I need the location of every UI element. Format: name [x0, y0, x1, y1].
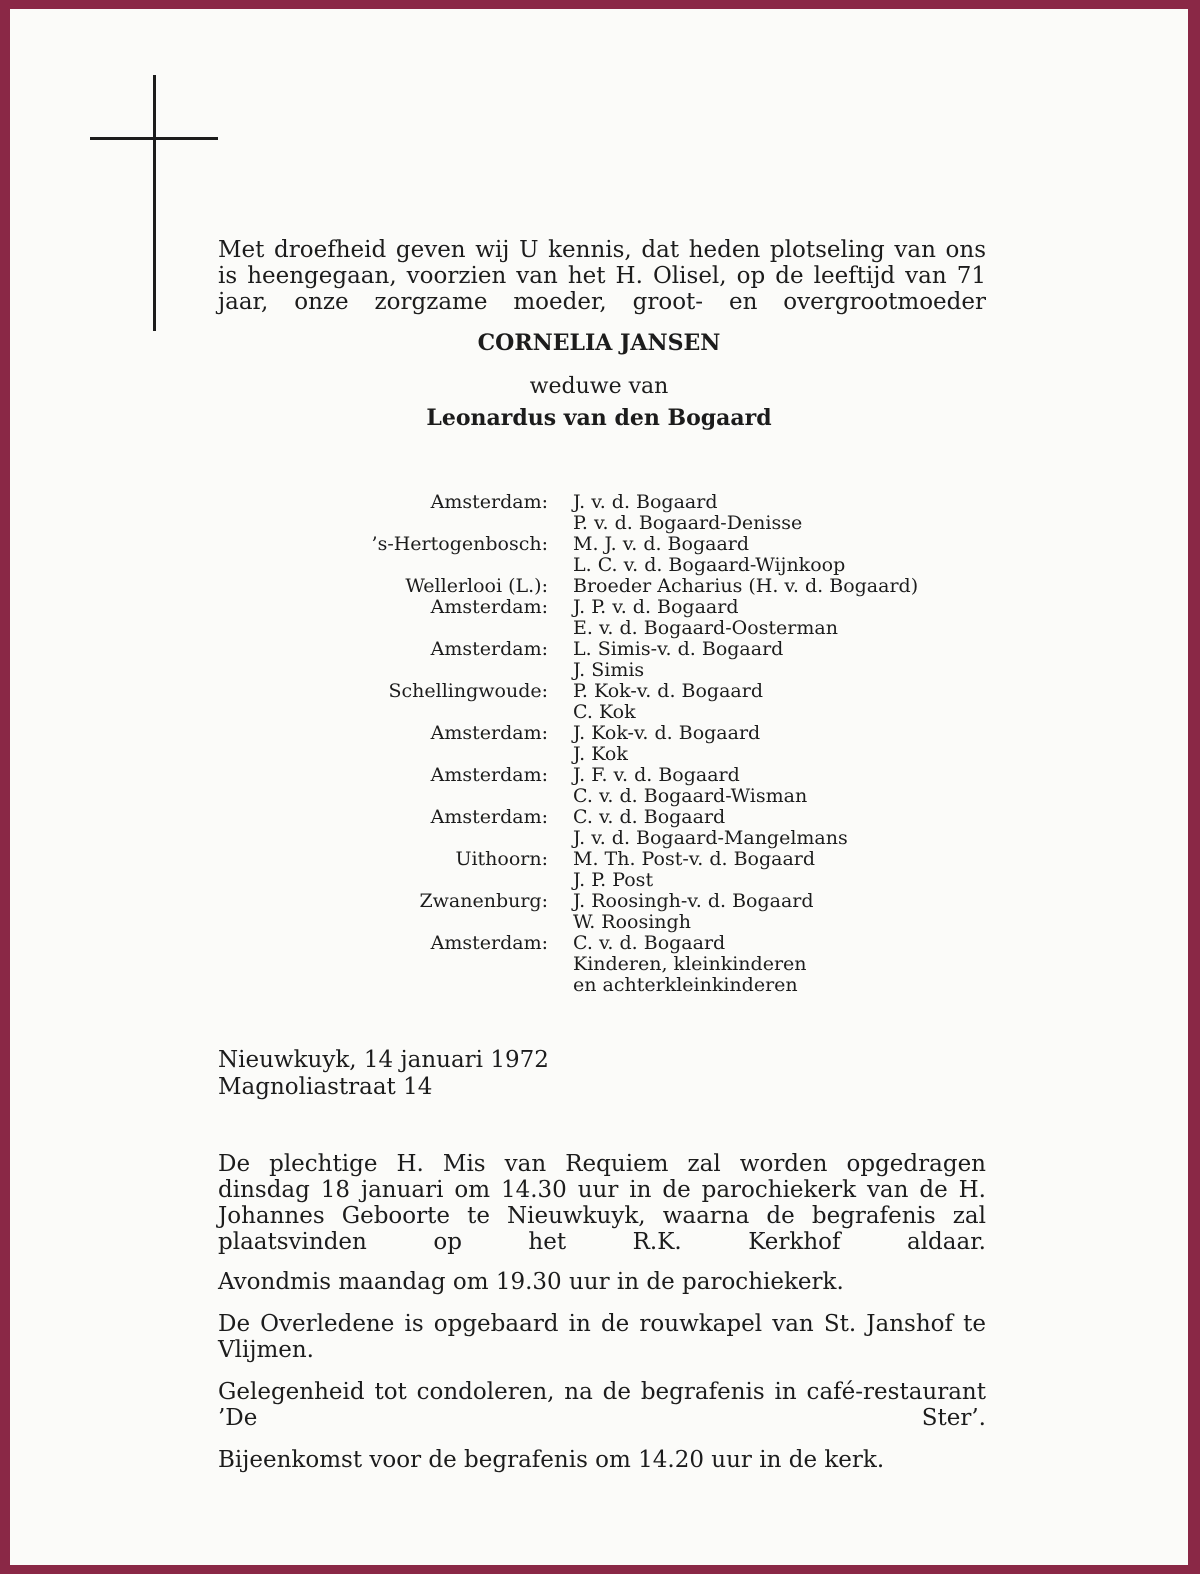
family-place: ’s-Hertogenbosch: — [371, 533, 548, 555]
family-place: Amsterdam: — [430, 806, 548, 828]
intro-text: Met droefheid geven wij U kennis, dat heden plotseling van ons is heengegaan, voorzien van het H. Olisel, op de leeftijd van 71 jaar, onze zorgzame moeder, groot- en overgrootmoeder — [218, 237, 986, 315]
mass-text: De plechtige H. Mis van Requiem zal worden opgedragen dinsdag 18 januari om 14.30 uur in de parochiekerk van de H. Johannes Geboorte te Nieuwkuyk, waarna de begrafenis zal plaatsvinden op het R.K. Kerkhof aldaar. — [218, 1151, 986, 1255]
family-place: Amsterdam: — [430, 722, 548, 744]
family-name: L. Simis-v. d. Bogaard — [573, 638, 784, 660]
place-date: Nieuwkuyk, 14 januari 1972 — [218, 1047, 549, 1073]
deceased-name: CORNELIA JANSEN — [477, 330, 721, 356]
evening-mass-text: Avondmis maandag om 19.30 uur in de parochiekerk. — [218, 1269, 844, 1295]
family-place — [218, 513, 573, 534]
address: Magnoliastraat 14 — [218, 1074, 433, 1100]
family-place: Amsterdam: — [430, 638, 548, 660]
family-row — [218, 618, 1178, 639]
family-row — [218, 954, 1178, 975]
family-row — [218, 849, 1178, 870]
family-row — [218, 723, 1178, 744]
family-row — [218, 597, 1178, 618]
family-name: en achterkleinkinderen — [573, 974, 798, 996]
family-place — [218, 702, 573, 723]
family-row — [218, 639, 1178, 660]
family-name: J. Roosingh-v. d. Bogaard — [573, 890, 814, 912]
family-row — [218, 513, 1178, 534]
family-name: W. Roosingh — [573, 911, 691, 933]
family-row — [218, 933, 1178, 954]
family-name: Broeder Acharius (H. v. d. Bogaard) — [573, 575, 919, 597]
family-name: C. Kok — [573, 701, 636, 723]
family-row — [218, 660, 1178, 681]
family-name: J. P. v. d. Bogaard — [573, 596, 739, 618]
family-name: J. Simis — [573, 659, 645, 681]
widow-of-label: weduwe van — [529, 374, 669, 399]
family-place — [218, 828, 573, 849]
family-name: C. v. d. Bogaard — [573, 806, 726, 828]
family-place: Zwanenburg: — [419, 890, 548, 912]
mourning-card — [10, 9, 1188, 1565]
family-place — [218, 744, 573, 765]
cross-icon — [153, 75, 156, 331]
family-place — [218, 912, 573, 933]
gathering-text: Bijeenkomst voor de begrafenis om 14.20 uur in de kerk. — [218, 1447, 885, 1473]
family-name: J. F. v. d. Bogaard — [573, 764, 740, 786]
family-place: Amsterdam: — [430, 596, 548, 618]
family-row — [218, 681, 1178, 702]
family-row — [218, 576, 1178, 597]
family-row — [218, 765, 1178, 786]
family-row — [218, 975, 1178, 996]
family-row — [218, 534, 1178, 555]
family-row — [218, 786, 1178, 807]
family-name: J. v. d. Bogaard-Mangelmans — [573, 827, 848, 849]
family-row — [218, 870, 1178, 891]
family-row — [218, 828, 1178, 849]
cross-icon-bar — [90, 137, 218, 140]
family-place — [218, 954, 573, 975]
family-row — [218, 744, 1178, 765]
family-name: J. Kok-v. d. Bogaard — [573, 722, 761, 744]
family-place: Schellingwoude: — [388, 680, 548, 702]
family-row — [218, 912, 1178, 933]
family-place — [218, 786, 573, 807]
family-name: J. Kok — [573, 743, 628, 765]
family-place — [218, 870, 573, 891]
family-name: C. v. d. Bogaard — [573, 932, 726, 954]
family-place: Wellerlooi (L.): — [405, 575, 548, 597]
family-name: L. C. v. d. Bogaard-Wijnkoop — [573, 554, 846, 576]
family-name: C. v. d. Bogaard-Wisman — [573, 785, 808, 807]
family-row — [218, 807, 1178, 828]
family-place — [218, 555, 573, 576]
family-place — [218, 975, 573, 996]
family-row — [218, 702, 1178, 723]
condolence-text: Gelegenheid tot condoleren, na de begrafenis in café-restaurant ’De Ster’. — [218, 1379, 986, 1431]
family-row — [218, 555, 1178, 576]
family-name: M. J. v. d. Bogaard — [573, 533, 750, 555]
family-place: Amsterdam: — [430, 491, 548, 513]
family-place: Amsterdam: — [430, 932, 548, 954]
laid-out-text: De Overledene is opgebaard in de rouwkapel van St. Janshof te Vlijmen. — [218, 1311, 986, 1363]
family-row — [218, 891, 1178, 912]
family-place — [218, 660, 573, 681]
family-name: P. Kok-v. d. Bogaard — [573, 680, 763, 702]
family-place: Amsterdam: — [430, 764, 548, 786]
family-name: Kinderen, kleinkinderen — [573, 953, 807, 975]
family-name: J. P. Post — [573, 869, 654, 891]
family-name: P. v. d. Bogaard-Denisse — [573, 512, 803, 534]
family-name: M. Th. Post-v. d. Bogaard — [573, 848, 816, 870]
spouse-name: Leonardus van den Bogaard — [426, 405, 772, 431]
family-list — [218, 492, 1178, 996]
family-name: E. v. d. Bogaard-Oosterman — [573, 617, 838, 639]
family-place — [218, 618, 573, 639]
family-row — [218, 492, 1178, 513]
family-name: J. v. d. Bogaard — [573, 491, 718, 513]
family-place: Uithoorn: — [455, 848, 548, 870]
